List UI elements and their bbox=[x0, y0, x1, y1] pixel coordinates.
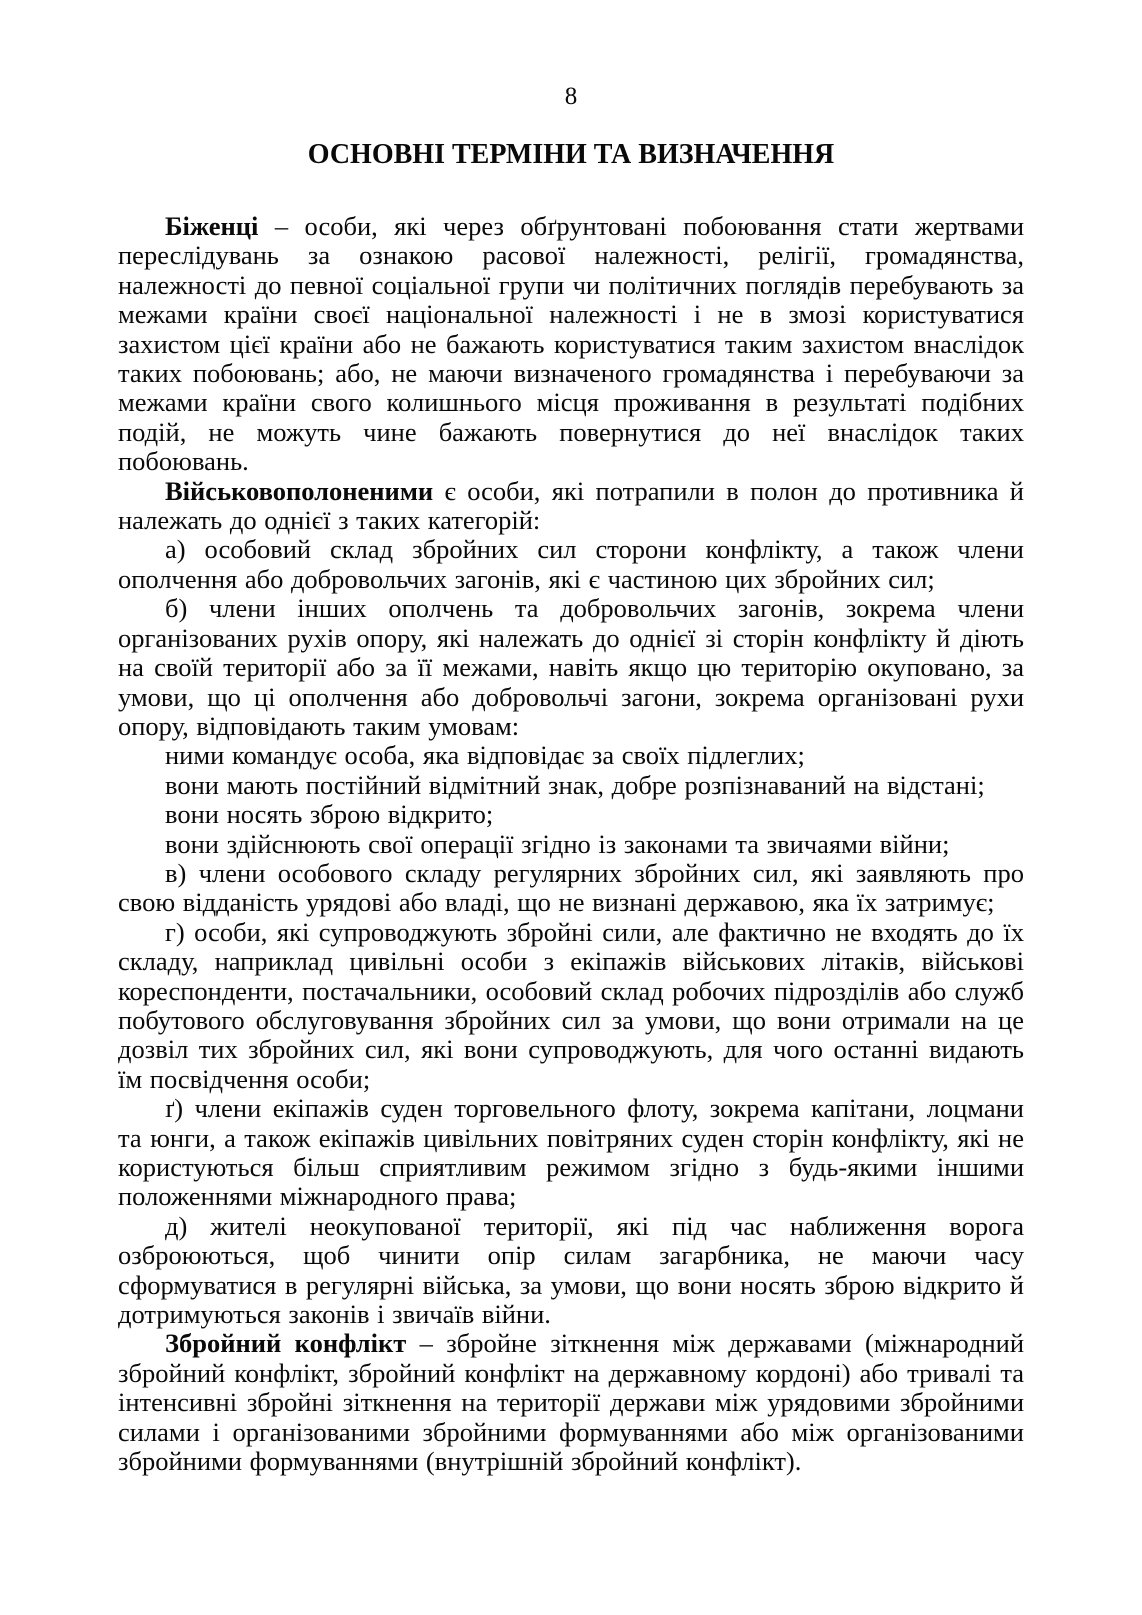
page-number: 8 bbox=[564, 83, 578, 110]
text-run: г) особи, які супроводжують збройні сили, але фактично не входять до їх складу, наприклад цивільні особи з екіпажів військових літаків, військові кореспонденти, постачальники, особовий склад робочих підрозділів або служб побутового обслуговування збройних сил за умови, що вони отримали на це дозвіл тих збройних сил, які вони супроводжують, для чого останні видають їм посвідчення особи; bbox=[118, 916, 1024, 1094]
text-run: в) члени особового складу регулярних збройних сил, які заявляють про свою відданість урядові або владі, що не визнані державою, яка їх затримує; bbox=[118, 857, 1024, 918]
paragraph bbox=[118, 1212, 1024, 1330]
paragraph bbox=[118, 918, 1024, 1094]
text-run: а) особовий склад збройних сил сторони конфлікту, а також члени ополчення або добровольчих загонів, які є частиною цих збройних сил; bbox=[118, 534, 1024, 594]
text-run: – збройне зіткнення між державами (міжнародний збройний конфлікт, збройний конфлікт на державному кордоні) або тривалі та інтенсивні збройні зіткнення на території держави між урядовими збройними силами і організованими збройними формуваннями або між організованими збройними формуваннями (внутрішній збройний конфлікт). bbox=[118, 1328, 1025, 1477]
paragraph bbox=[118, 477, 1024, 536]
text-run: вони носять зброю відкрито; bbox=[165, 799, 494, 830]
bold-text-run: Військовополоненими bbox=[165, 475, 434, 506]
paragraph bbox=[118, 1094, 1024, 1212]
text-run: б) члени інших ополчень та добровольчих загонів, зокрема члени організованих рухів опору, які належать до однієї зі сторін конфлікту й діють на своїй території або за її межами, навіть якщо цю територію окуповано, за умови, що ці ополчення або добровольчі загони, зокрема організовані рухи опору, відповідають таким умовам: bbox=[118, 593, 1024, 741]
text-run: ними командує особа, яка відповідає за своїх підлеглих; bbox=[165, 740, 805, 771]
page-title: ОСНОВНІ ТЕРМІНИ ТА ВИЗНАЧЕННЯ bbox=[307, 139, 835, 170]
paragraph bbox=[118, 830, 1024, 859]
paragraph bbox=[118, 800, 1024, 829]
text-run: вони мають постійний відмітний знак, добре розпізнаваний на відстані; bbox=[165, 769, 985, 800]
text-run: ґ) члени екіпажів суден торговельного флоту, зокрема капітани, лоцмани та юнги, а також екіпажів цивільних повітряних суден сторін конфлікту, які не користуються більш сприятливим режимом згідно з будь-якими іншими положеннями міжнародного права; bbox=[118, 1093, 1024, 1212]
paragraph bbox=[118, 594, 1024, 741]
document-body bbox=[118, 212, 1024, 1476]
paragraph bbox=[118, 212, 1024, 477]
paragraph bbox=[118, 1329, 1024, 1476]
bold-text-run: Збройний конфлікт bbox=[165, 1328, 407, 1359]
text-run: – особи, які через обґрунтовані побоювання стати жертвами переслідувань за ознакою расової належності, релігії, громадянства, належності до певної соціальної групи чи політичних поглядів перебувають за межами країни своєї національної належності і не в змозі користуватися захистом цієї країни або не бажають користуватися таким захистом внаслідок таких побоювань; або, не маючи визначеного громадянства і перебуваючи за межами країни свого колишнього місця проживання в результаті подібних подій, не можуть чине бажають повернутися до неї внаслідок таких побоювань. bbox=[118, 211, 1024, 477]
bold-text-run: Біженці bbox=[165, 211, 259, 241]
paragraph bbox=[118, 771, 1024, 800]
paragraph bbox=[118, 535, 1024, 594]
paragraph bbox=[118, 859, 1024, 918]
text-run: є особи, які потрапили в полон до противника й належать до однієї з таких категорій: bbox=[118, 475, 1024, 536]
text-run: д) жителі неокупованої території, які під час наближення ворога озброюються, щоб чинити опір силам загарбника, не маючи часу сформуватися в регулярні війська, за умови, що вони носять зброю відкрито й дотримуються законів і звичаїв війни. bbox=[118, 1210, 1024, 1330]
text-run: вони здійснюють свої операції згідно із законами та звичаями війни; bbox=[165, 828, 950, 859]
paragraph bbox=[118, 741, 1024, 770]
